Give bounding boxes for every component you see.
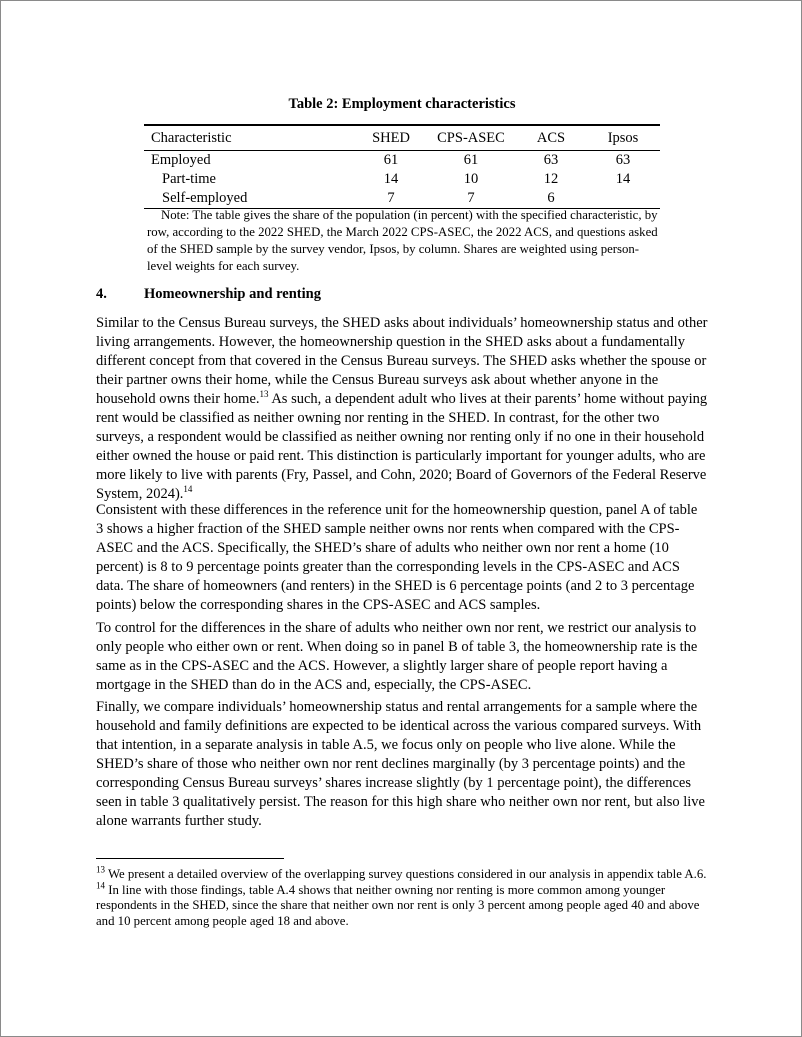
header-cps-asec: CPS-ASEC: [437, 130, 505, 146]
footnote-ref-13[interactable]: 13: [259, 389, 269, 400]
footnote-14-text: In line with those findings, table A.4 shows that neither owning nor renting is more common among younger respondents in the SHED, since the share that neither own nor rent is only 3 percent among people aged 40 and above and 10 percent among people aged 18 and above.: [96, 882, 700, 928]
footnotes: [96, 864, 708, 929]
paragraph-4: [96, 698, 708, 831]
paragraph-3: [96, 619, 708, 695]
table-header-row: [144, 125, 660, 151]
footnote-13-mark: 13: [96, 864, 105, 875]
cell-shed: 7: [387, 190, 395, 206]
header-ipsos: Ipsos: [607, 130, 639, 146]
cell-cps-asec: 10: [463, 171, 479, 187]
footnote-divider: [96, 858, 284, 859]
cell-ipsos: 63: [615, 152, 631, 168]
footnote-14-mark: 14: [96, 880, 105, 891]
employment-table: [144, 124, 660, 209]
header-characteristic: Characteristic: [151, 130, 232, 146]
table-row: [144, 151, 660, 171]
row-label: Employed: [151, 152, 211, 168]
footnote-14: [96, 880, 708, 930]
cell-acs: 12: [543, 171, 559, 187]
paragraph-1-part-b: As such, a dependent adult who lives at their parents’ home without paying rent would be classified as neither owning nor renting in the SHED. In contrast, for the other two surveys, a respondent would be classified as neither owning nor renting only if no one in their household either owned the house or paid rent. This distinction is particularly important for younger adults, who are more likely to live with parents (Fry, Passel, and Cohn, 2020; Board of Governors of the Federal Reserve System, 2024).: [96, 391, 708, 502]
cell-cps-asec: 61: [463, 152, 479, 168]
cell-ipsos: [586, 189, 660, 209]
footnote-ref-14[interactable]: 14: [183, 484, 193, 495]
cell-shed: 14: [383, 171, 399, 187]
paragraph-2-text: Consistent with these differences in the reference unit for the homeownership question, panel A of table 3 shows a higher fraction of the SHED sample neither owns nor rents when compared with the CPS-ASEC and the ACS. Specifically, the SHED’s share of adults who neither own nor rent a home (10 percent) is 8 to 9 percentage points greater than the corresponding levels in the CPS-ASEC and ACS data. The share of homeowners (and renters) in the SHED is 6 percentage points (and 2 to 3 percentage points) below the corresponding shares in the CPS-ASEC and ACS samples.: [96, 502, 698, 613]
cell-acs: 6: [547, 190, 555, 206]
paragraph-1-part-a: Similar to the Census Bureau surveys, the SHED asks about individuals’ homeownership status and other living arrangements. However, the homeownership question in the SHED asks about a fundamentally different concept from that covered in the Census Bureau surveys. The SHED asks whether the spouse or their partner owns their home, while the Census Bureau surveys ask about whether anyone in the household owns their home.: [96, 315, 708, 407]
row-label: Part-time: [162, 171, 216, 187]
cell-ipsos: 14: [615, 171, 631, 187]
cell-shed: 61: [383, 152, 399, 168]
paragraph-3-text: To control for the differences in the share of adults who neither own nor rent, we restrict our analysis to only people who either own or rent. When doing so in panel B of table 3, the homeownership rate is the same as in the CPS-ASEC and the ACS. However, a slightly larger share of people report having a mortgage in the SHED than do in the ACS and, especially, the CPS-ASEC.: [96, 620, 698, 693]
footnote-13: [96, 864, 708, 883]
section-number: 4.: [96, 286, 107, 302]
table-row: [144, 189, 660, 209]
section-title: Homeownership and renting: [144, 286, 321, 302]
paragraph-1: [96, 314, 708, 504]
table-row: [144, 170, 660, 189]
header-acs: ACS: [536, 130, 566, 146]
paragraph-2: [96, 501, 708, 615]
table-note: Note: The table gives the share of the population (in percent) with the specified characteristic, by row, according to the 2022 SHED, the March 2022 CPS-ASEC, the 2022 ACS, and questions asked of the SHED sample by the survey vendor, Ipsos, by column. Shares are weighted using person-level weights for each survey.: [147, 208, 658, 273]
footnote-13-text: We present a detailed overview of the overlapping survey questions considered in our analysis in appendix table A.6.: [105, 867, 707, 881]
paragraph-4-text: Finally, we compare individuals’ homeownership status and rental arrangements for a sample where the household and family definitions are expected to be identical across the various compared surveys. With that intention, in a separate analysis in table A.5, we focus only on people who live alone. While the SHED’s share of those who neither own nor rent declines marginally (by 3 percentage points) and the corresponding Census Bureau surveys’ shares increase slightly (by 1 percentage point), the differences seen in table 3 qualitatively persist. The reason for this high share who neither own nor rent, but also live alone warrants further study.: [96, 699, 705, 829]
table-title: Table 2: Employment characteristics: [288, 96, 516, 112]
section-heading: [96, 286, 321, 303]
row-label: Self-employed: [162, 190, 248, 206]
cell-acs: 63: [543, 152, 559, 168]
cell-cps-asec: 7: [467, 190, 475, 206]
header-shed: SHED: [372, 130, 410, 146]
